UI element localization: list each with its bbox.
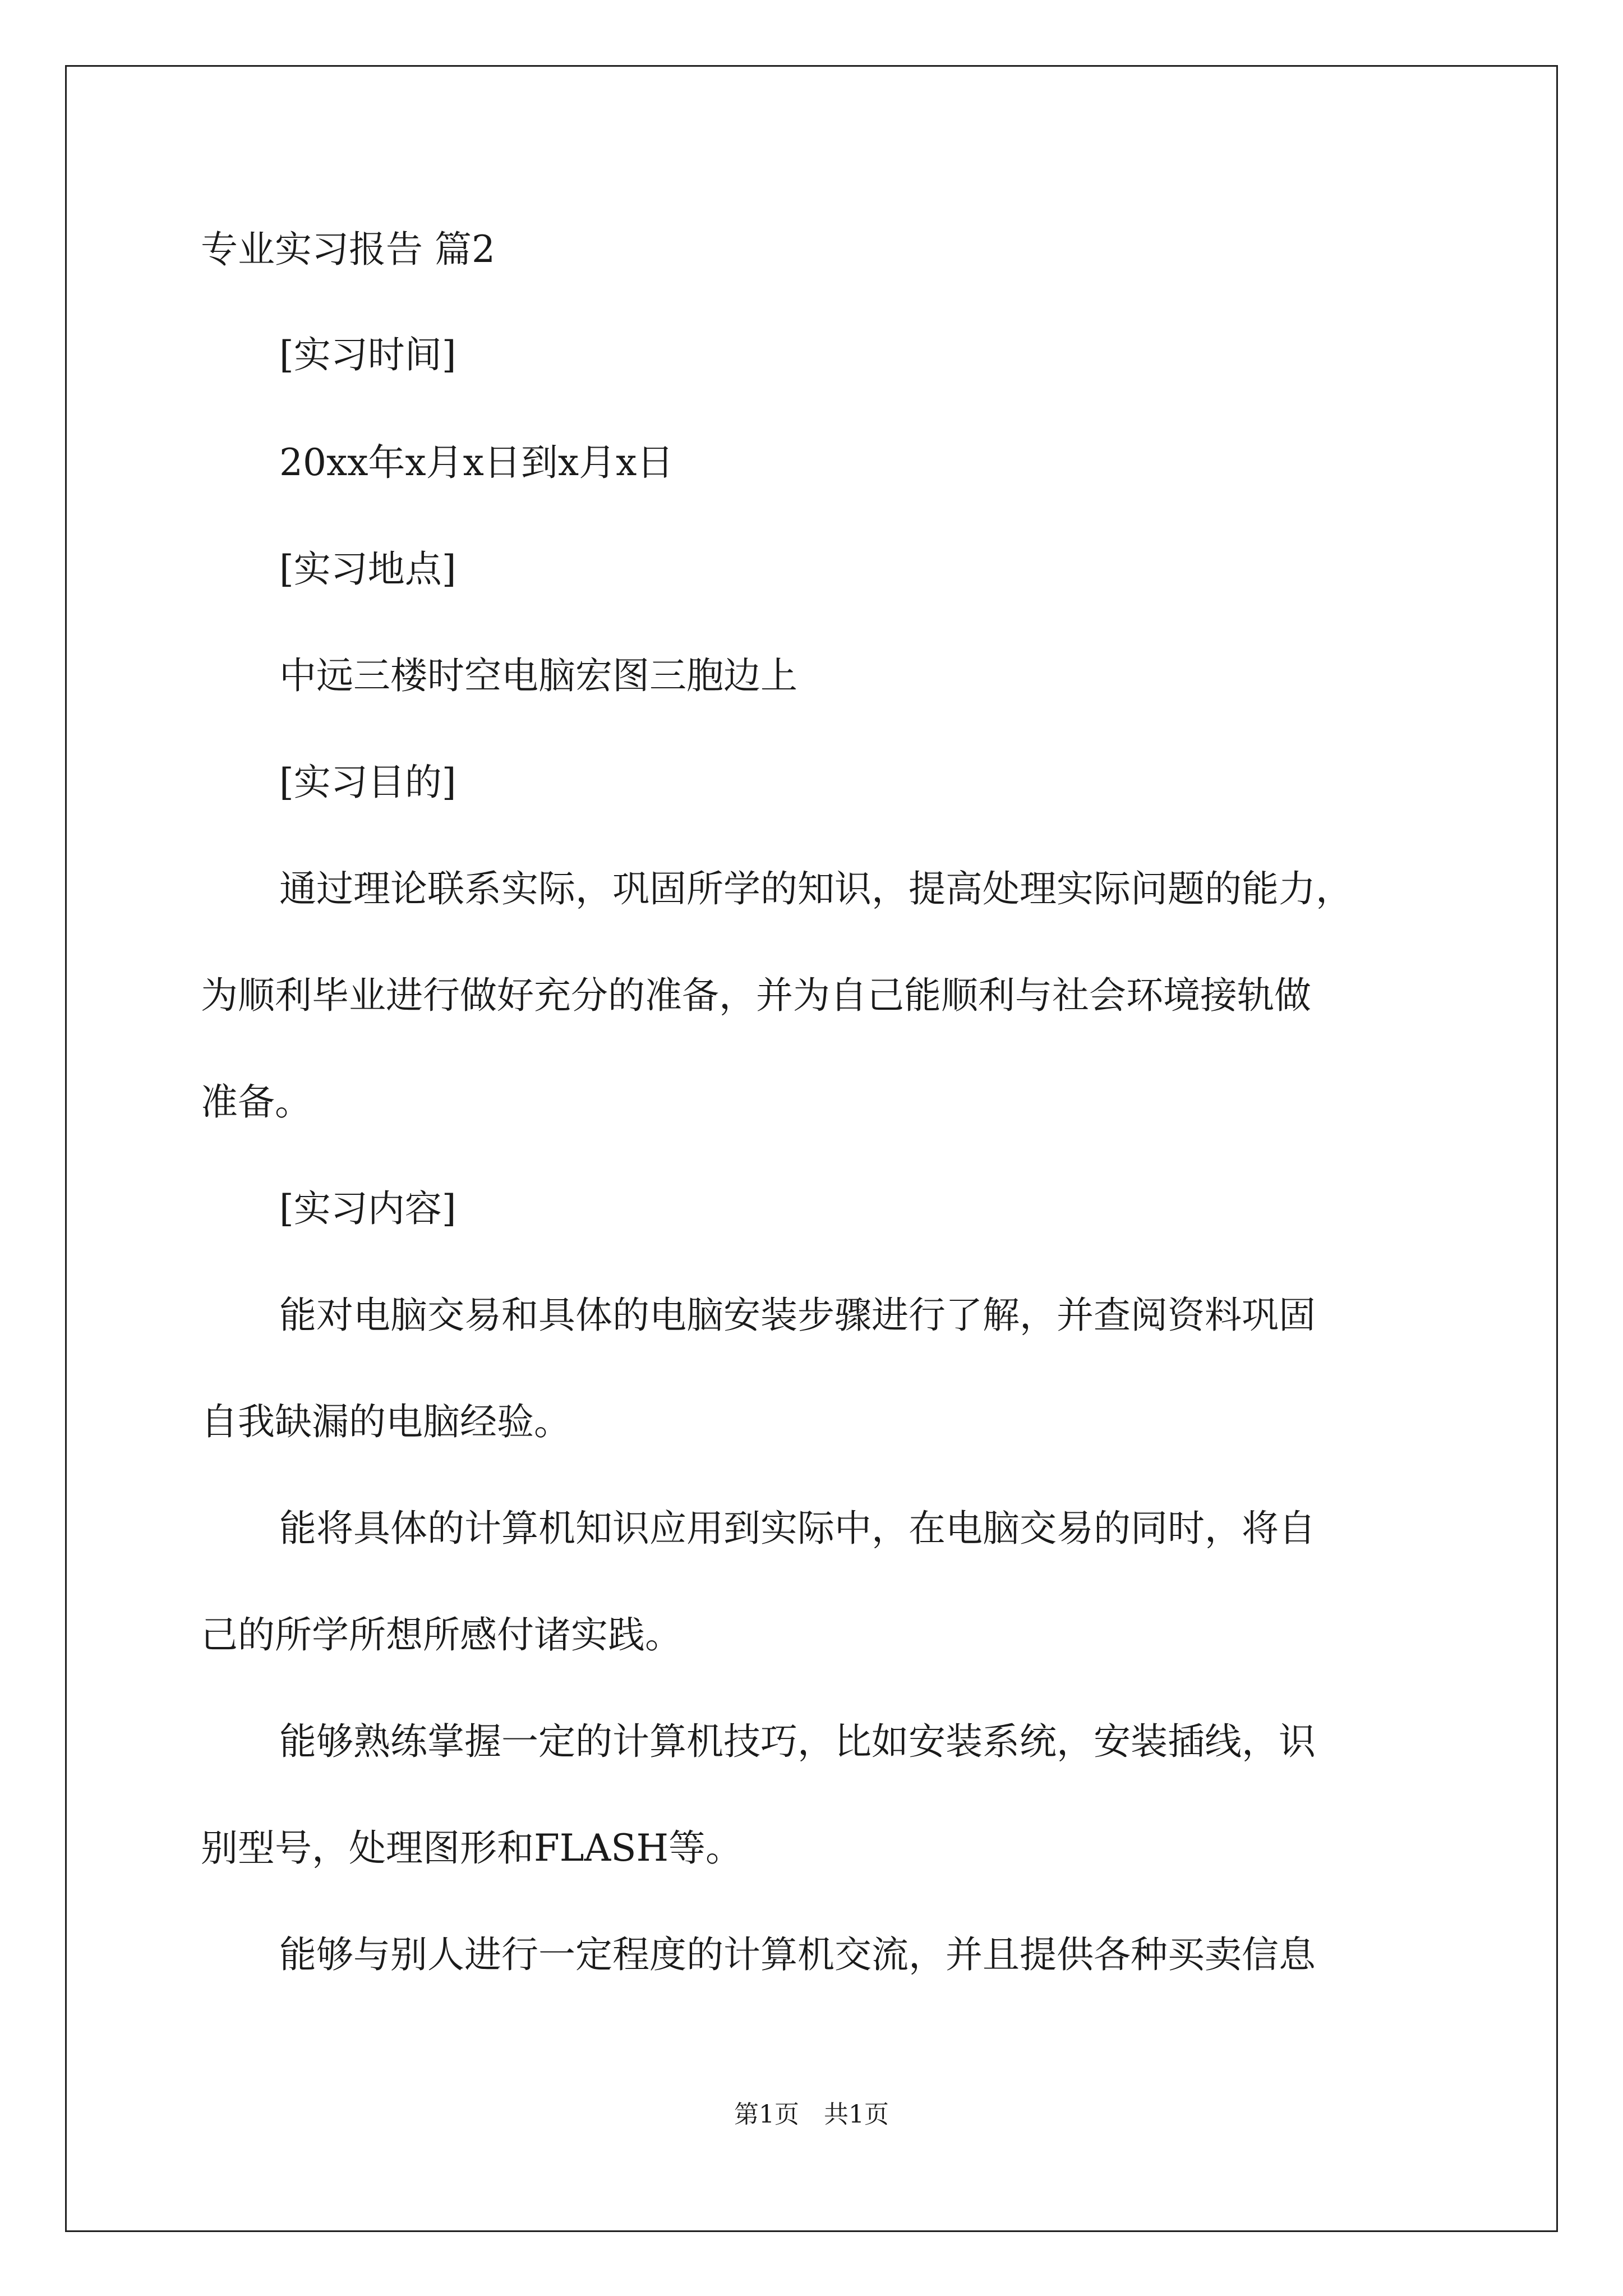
paragraph-content3-line2: 别型号，处理图形和FLASH等。 — [201, 1826, 743, 1870]
paragraph-purpose-line1: 通过理论联系实际，巩固所学的知识，提高处理实际问题的能力， — [279, 867, 1353, 910]
document-title: 专业实习报告 篇2 — [201, 228, 495, 271]
section-heading-content: [实习内容] — [279, 1187, 457, 1230]
section-heading-purpose: [实习目的] — [279, 761, 457, 804]
paragraph-content1-line2: 自我缺漏的电脑经验。 — [201, 1400, 571, 1443]
paragraph-content1-line1: 能对电脑交易和具体的电脑安装步骤进行了解，并查阅资料巩固 — [279, 1294, 1316, 1337]
paragraph-purpose-line2: 为顺利毕业进行做好充分的准备，并为自己能顺利与社会环境接轨做 — [201, 974, 1311, 1017]
section-heading-time: [实习时间] — [279, 333, 457, 376]
paragraph-content2-line2: 己的所学所想所感付诸实践。 — [201, 1613, 682, 1657]
paragraph-content2-line1: 能将具体的计算机知识应用到实际中，在电脑交易的同时，将自 — [279, 1507, 1316, 1550]
paragraph-content4-line1: 能够与别人进行一定程度的计算机交流，并且提供各种买卖信息 — [279, 1933, 1316, 1976]
page-border — [65, 65, 1558, 2232]
paragraph-purpose-line3: 准备。 — [201, 1080, 312, 1124]
page-footer: 第1页 共1页 — [734, 2100, 889, 2129]
paragraph-time: 20xx年x月x日到x月x日 — [279, 441, 674, 484]
section-heading-location: [实习地点] — [279, 547, 457, 591]
paragraph-content3-line1: 能够熟练掌握一定的计算机技巧，比如安装系统，安装插线，识 — [279, 1720, 1316, 1763]
paragraph-location: 中远三楼时空电脑宏图三胞边上 — [279, 654, 797, 697]
